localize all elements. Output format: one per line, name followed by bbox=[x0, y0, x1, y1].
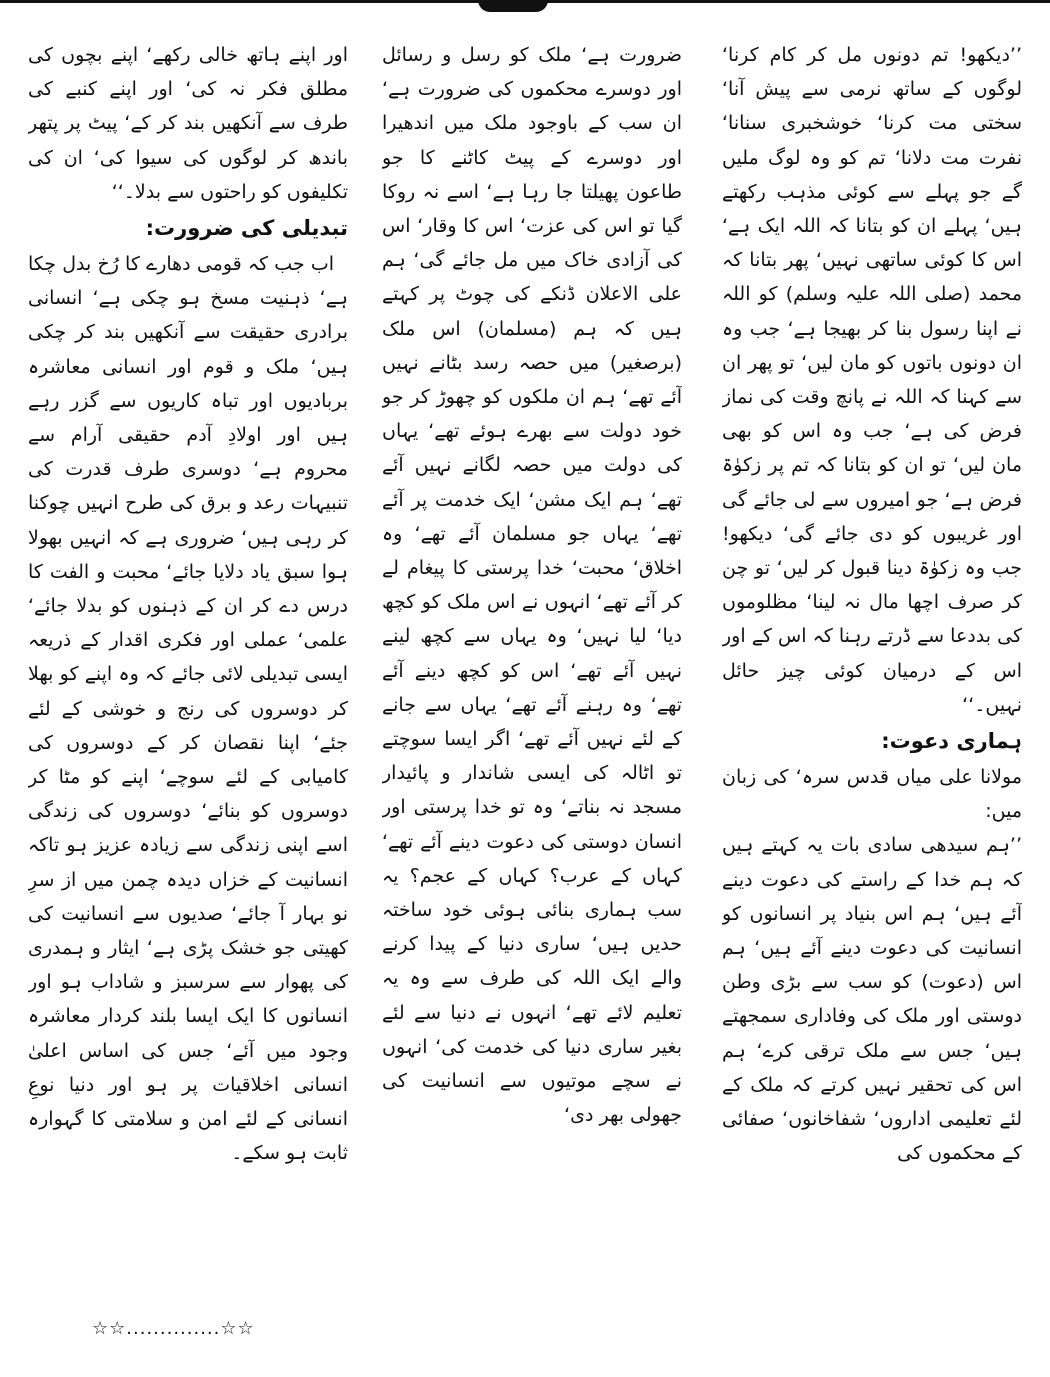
intro-line: مولانا علی میاں قدس سرہ‘ کی زبان میں: bbox=[722, 766, 1022, 823]
dawah-paragraph: ’’ہم سیدھی سادی بات یہ کہتے ہیں کہ ہم خدا کے راستے کی دعوت دینے آئے ہیں‘ ہم اس بنیاد پر انسانوں کو انسانیت کی دعوت دینے آئے ہیں‘ ہم اس (دعوت) کو سب سے بڑی وطن دوستی اور ملک کی وفاداری سمجھتے ہیں‘ جس سے ملک ترقی کرے‘ ہم اس کی تحقیر نہیں کرتے کہ ملک کے لئے تعلیمی اداروں‘ شفاخانوں‘ صفائی کے محکموں کی bbox=[722, 834, 1022, 1165]
middle-paragraph: ضرورت ہے‘ ملک کو رسل و رسائل اور دوسرے محکموں کی ضرورت ہے‘ ان سب کے باوجود ملک میں اندھیرا اور دوسرے کے پیٹ کاٹنے کا جو طاعون پھیلتا جا رہا ہے‘ اسے نہ روکا گیا تو اس کی عزت‘ اس کا وقار‘ اس کی آزادی خاک میں مل جائے گی‘ ہم علی الاعلان ڈنکے کی چوٹ پر کہتے ہیں کہ ہم (مسلمان) اس ملک (برصغیر) میں حصہ رسد بٹانے نہیں آئے تھے‘ ہم ان ملکوں کو چھوڑ کر جو خود دولت سے بھرے ہوئے تھے‘ یہاں کی دولت میں حصہ لگانے نہیں آئے تھے‘ ہم ایک مشن‘ ایک خدمت پر آئے تھے‘ یہاں جو مسلمان آئے تھے‘ وہ اخلاق‘ محبت‘ خدا پرستی کا پیغام لے کر آئے تھے‘ انہوں نے اس ملک کو کچھ دیا‘ لیا نہیں‘ وہ یہاں سے کچھ لینے نہیں آئے تھے‘ اس کو کچھ دینے آئے تھے‘ وہ رہنے آئے تھے‘ یہاں سے جانے کے لئے نہیں آئے تھے‘ اگر ایسا سوچتے تو اٹالہ کی ایسی شاندار و پائیدار مسجد نہ بناتے‘ وہ تو خدا پرستی اور انسان دوستی کی دعوت دینے آئے تھے‘ کہاں کے عرب؟ کہاں کے عجم؟ یہ سب ہماری بنائی ہوئی خود ساختہ حدیں ہیں‘ ساری دنیا کے پیدا کرنے والے ایک اللہ کی طرف سے وہ یہ تعلیم لائے تھے‘ انہوں نے دنیا سے لئے بغیر ساری دنیا کی خدمت کی‘ انہوں نے سچے موتیوں سے انسانیت کی جھولی بھر دی‘ bbox=[382, 44, 682, 1127]
section-heading-need-for-change: تبدیلی کی ضرورت: bbox=[145, 216, 348, 241]
section-heading-our-dawah: ہماری دعوت: bbox=[881, 729, 1022, 754]
closing-quote-paragraph: اور اپنے ہاتھ خالی رکھے‘ اپنے بچوں کی مطلق فکر نہ کی‘ اور اپنے کنبے کی طرف سے آنکھیں بند کر کے‘ پیٹ پر پتھر باندھ کر لوگوں کی سیوا کی‘ ان کی تکلیفوں کو راحتوں سے بدلا۔‘‘ bbox=[28, 44, 348, 203]
column-middle bbox=[382, 38, 682, 1368]
change-paragraph: اب جب کہ قومی دھارے کا رُخ بدل چکا ہے‘ ذہنیت مسخ ہو چکی ہے‘ انسانی برادری حقیقت سے آنکھیں بند کر چکی ہیں‘ ملک و قوم اور انسانی معاشرہ بربادیوں اور تباہ کاریوں سے گزر رہے ہیں اور اولادِ آدم حقیقی آرام سے محروم ہے‘ دوسری طرف قدرت کی تنبیہات رعد و برق کی طرح انہیں چوکنا کر رہی ہیں‘ ضروری ہے کہ انہیں بھولا ہوا سبق یاد دلایا جائے‘ محبت و الفت کا درس دے کر ان کے ذہنوں کو بدلا جائے‘ علمی‘ عملی اور فکری اقدار کے ذریعہ ایسی تبدیلی لائی جائے کہ وہ اپنے کو بھلا کر دوسروں کی رنج و خوشی کے لئے جئے‘ اپنا نقصان کر کے دوسروں کی کامیابی کے لئے سوچے‘ اپنے کو مٹا کر دوسروں کو بنائے‘ دوسروں کی زندگی اسے اپنی زندگی سے زیادہ عزیز ہو تاکہ انسانیت کے خزاں دیدہ چمن میں از سرِ نو بہار آ جائے‘ صدیوں سے انسانیت کی کھیتی جو خشک پڑی ہے‘ ایثار و ہمدری کی پھوار سے سرسبز و شاداب ہو اور انسانوں کا ایک ایسا بلند کردار معاشرہ وجود میں آئے‘ جس کی اساس اعلیٰ انسانی اخلاقیات پر ہو اور دنیا نوعِ انسانی کے لئے امن و سلامتی کا گہوارہ ثابت ہو سکے۔ bbox=[28, 253, 348, 1165]
header-ornament bbox=[478, 0, 548, 12]
quote-paragraph: ’’دیکھو! تم دونوں مل کر کام کرنا‘ لوگوں کے ساتھ نرمی سے پیش آنا‘ سختی مت کرنا‘ خوشخبری سنانا‘ نفرت مت دلانا‘ تم کو وہ لوگ ملیں گے جو پہلے سے کوئی مذہب رکھتے ہیں‘ پہلے ان کو بتانا کہ اللہ ایک ہے‘ اس کا کوئی ساتھی نہیں‘ پھر بتانا کہ محمد (صلی اللہ علیہ وسلم) کو اللہ نے اپنا رسول بنا کر بھیجا ہے‘ جب وہ ان دونوں باتوں کو مان لیں‘ تو پھر ان سے کہنا کہ اللہ نے پانچ وقت کی نماز فرض کی ہے‘ جب وہ اس کو بھی مان لیں‘ تو ان کو بتانا کہ تم پر زکوٰۃ فرض ہے‘ جو امیروں سے لی جائے گی اور غریبوں کو دی جائے گی‘ دیکھو! جب وہ زکوٰۃ دینا قبول کر لیں‘ تو چن کر صرف اچھا مال نہ لینا‘ مظلوموں کی بددعا سے ڈرتے رہنا کہ اس کے اور اس کے درمیان کوئی چیز حائل نہیں۔‘‘ bbox=[722, 44, 1022, 716]
column-right bbox=[722, 38, 1022, 1368]
end-of-article-mark: ☆☆..............☆☆ bbox=[92, 1318, 255, 1339]
column-left bbox=[28, 38, 348, 1368]
